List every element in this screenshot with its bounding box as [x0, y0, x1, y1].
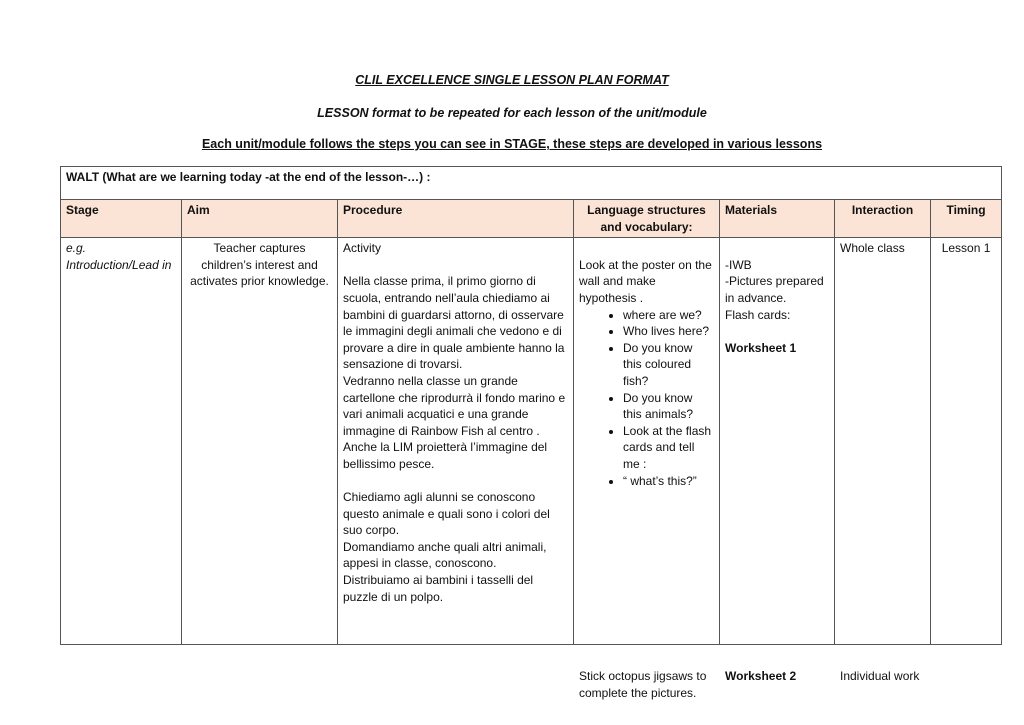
aim-cell: Teacher captures children’s interest and activates prior knowledge.: [182, 238, 338, 645]
timing-cell: Lesson 1: [931, 238, 1002, 645]
materials-item: Flash cards:: [725, 307, 791, 322]
walt-cell: WALT (What are we learning today -at the end of the lesson-…) :: [61, 167, 1002, 200]
interaction-top: Whole class: [840, 241, 905, 256]
lesson-plan-table: [60, 166, 1002, 700]
list-item: • Who lives here?: [623, 323, 714, 340]
walt-row: [61, 167, 1002, 200]
header-interaction: Interaction: [835, 200, 931, 238]
materials-item: -Pictures prepared in advance.: [725, 274, 824, 305]
header-stage: Stage: [61, 200, 182, 238]
procedure-paragraph: Domandiamo anche quali altri animali, appesi in classe, conoscono.: [343, 539, 547, 571]
procedure-paragraph: Distribuiamo ai bambini i tasselli del puzzle di un polpo.: [343, 573, 534, 604]
steps-note: Each unit/module follows the steps you can see in STAGE, these steps are developed in various lessons: [201, 137, 823, 151]
procedure-paragraph: Nella classe prima, il primo giorno di scuola, entrando nell’aula chiediamo ai bambini di guardarsi attorno, di osservare le immagini degli animali che vedono e di provare a dire in quale ambiente hanno la sensazione di trovarsi.: [343, 274, 565, 372]
worksheet-2: Worksheet 2: [725, 669, 797, 684]
language-cell: [574, 238, 720, 700]
materials-item: -IWB: [725, 257, 752, 272]
document-subtitle: LESSON format to be repeated for each lesson of the unit/module: [317, 106, 707, 120]
procedure-paragraph: Chiediamo agli alunni se conoscono questo animale e quali sono i colori del suo corpo.: [343, 490, 550, 538]
table-row: [61, 238, 1002, 645]
procedure-activity: Activity: [343, 241, 382, 256]
stage-cell: e.g. Introduction/Lead in: [61, 238, 182, 645]
header-row: [61, 200, 1002, 238]
procedure-paragraph: Anche la LIM proietterà l’immagine del bellissimo pesce.: [343, 440, 548, 471]
interaction-cell: [835, 238, 931, 684]
header-aim: Aim: [182, 200, 338, 238]
procedure-cell: [338, 238, 574, 645]
list-item: • Look at the flash cards and tell me :: [623, 423, 714, 473]
header-timing: Timing: [931, 200, 1002, 238]
interaction-bottom: Individual work: [840, 669, 920, 684]
language-intro: Look at the poster on the wall and make hypothesis .: [579, 257, 712, 305]
header-procedure: Procedure: [338, 200, 574, 238]
list-item: • Do you know this coloured fish?: [623, 340, 714, 390]
worksheet-1: Worksheet 1: [725, 340, 797, 355]
document-title: CLIL EXCELLENCE SINGLE LESSON PLAN FORMAT: [355, 73, 669, 87]
list-item: • Do you know this animals?: [623, 390, 714, 423]
materials-cell: [720, 238, 835, 684]
list-item: • where are we?: [623, 307, 714, 324]
header-language: Language structures and vocabulary:: [574, 200, 720, 238]
header-materials: Materials: [720, 200, 835, 238]
procedure-paragraph: Vedranno nella classe un grande cartellone che riprodurrà il fondo marino e vari animali acquatici e una grande immagine di Rainbow Fish al centro .: [343, 373, 566, 438]
language-bottom: Stick octopus jigsaws to complete the pictures.: [579, 669, 707, 700]
question-list: [579, 307, 714, 490]
list-item: • “ what’s this?”: [623, 473, 714, 490]
